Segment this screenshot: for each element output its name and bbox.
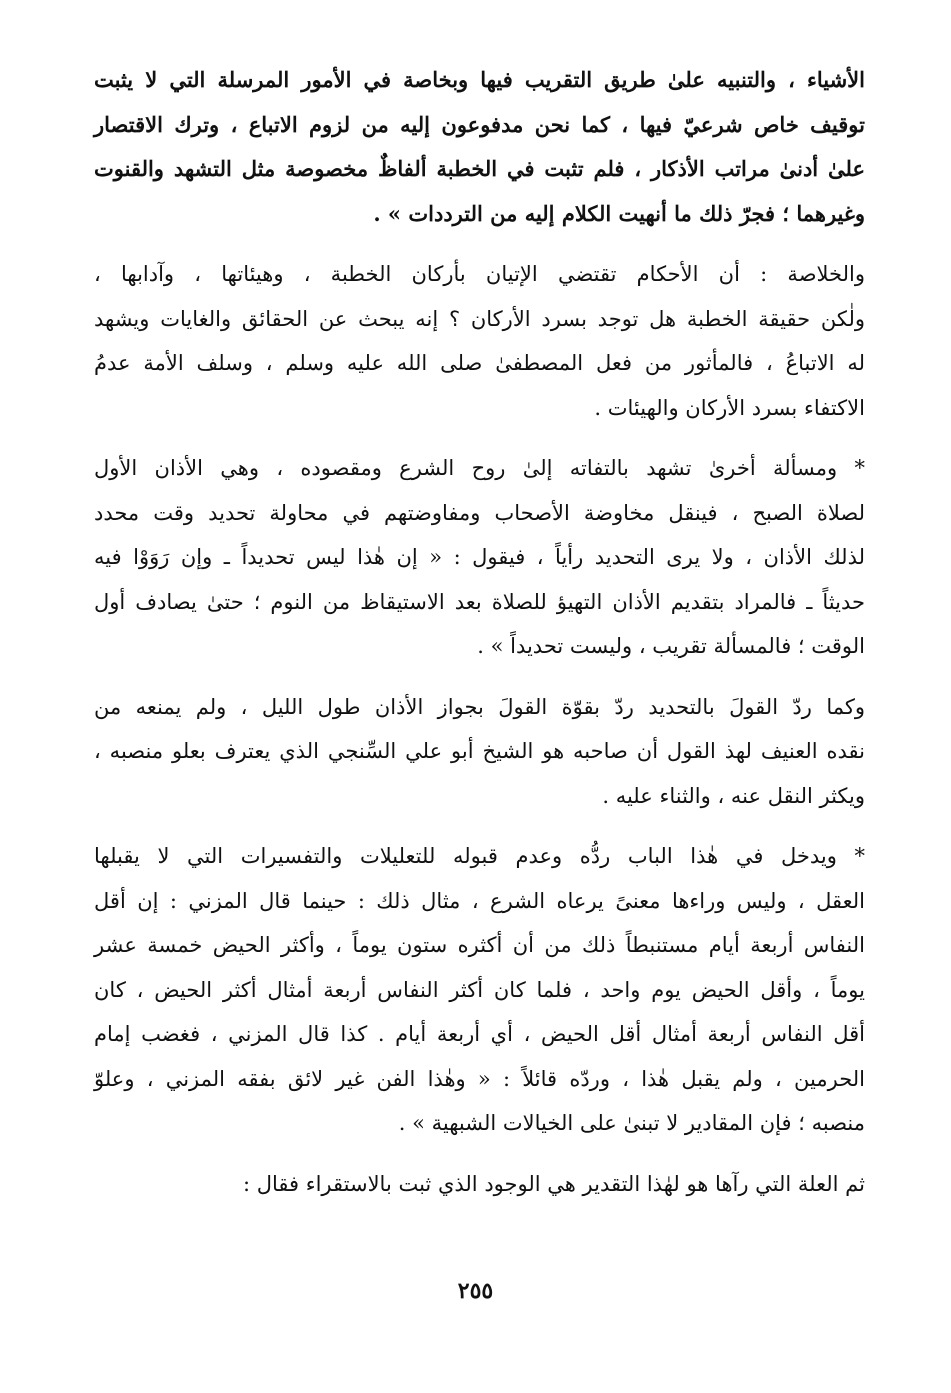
paragraph-1: [94, 58, 865, 236]
paragraph-6: [94, 1162, 865, 1207]
paragraph-4: [94, 685, 865, 819]
text-line: توقيف خاص شرعيّ فيها ، كما نحن مدفوعون إليه من لزوم الاتباع ، وترك الاقتصار: [94, 111, 865, 137]
text-line: * ويدخل في هٰذا الباب ردُّه وعدم قبوله للتعليلات والتفسيرات التي لا يقبلها: [94, 844, 865, 868]
text-line: يوماً ، وأقل الحيض يوم واحد ، فلما كان أكثر النفاس أربعة أمثال أكثر الحيض ، كان: [94, 977, 865, 1002]
text-line: ويكثر النقل عنه ، والثناء عليه .: [602, 783, 865, 808]
text-line: الاكتفاء بسرد الأركان والهيئات .: [594, 395, 865, 420]
text-line: حديثاً ـ فالمراد بتقديم الأذان التهيؤ للصلاة بعد الاستيقاظ من النوم ؛ حتىٰ يصادف أول: [94, 589, 865, 614]
text-line: نقده العنيف لهذ القول أن صاحبه هو الشيخ أبو علي السِّنجي الذي يعترف بعلو منصبه ،: [94, 739, 865, 763]
paragraph-3: [94, 446, 865, 669]
text-line: ولٰكن حقيقة الخطبة هل توجد بسرد الأركان ؟ إنه يبحث عن الحقائق والغايات ويشهد: [94, 306, 865, 331]
text-line: أقل النفاس أربعة أمثال أقل الحيض ، أي أربعة أيام . كذا قال المزني ، فغضب إمام: [94, 1022, 865, 1046]
paragraph-5: [94, 834, 865, 1146]
text-line: علىٰ أدنىٰ مراتب الأذكار ، فلم تثبت في الخطبة ألفاظٌ مخصوصة مثل التشهد والقنوت: [94, 156, 865, 181]
page-number: ٢٥٥: [457, 1278, 494, 1304]
text-line: النفاس أربعة أيام مستنبطاً ذلك من أن أكثره ستون يوماً ، وأكثر الحيض خمسة عشر: [94, 933, 865, 957]
paragraph-2: [94, 252, 865, 430]
text-line: منصبه ؛ فإن المقادير لا تبنىٰ على الخيالات الشبهية » .: [398, 1111, 865, 1135]
text-line: وكما ردّ القولَ بالتحديد ردّ بقوّة القولَ بجواز الأذان طول الليل ، ولم يمنعه من: [94, 694, 865, 719]
text-line: ثم العلة التي رآها هو لهٰذا التقدير هي الوجود الذي ثبت بالاستقراء فقال :: [242, 1171, 865, 1196]
text-line: لصلاة الصبح ، فينقل مخاوضة الأصحاب ومفاوضتهم في محاولة تحديد وقت محدد: [94, 500, 865, 525]
text-line: له الاتباعُ ، فالمأثور من فعل المصطفىٰ صلى الله عليه وسلم ، وسلف الأمة عدمُ: [94, 351, 865, 375]
text-line: الوقت ؛ فالمسألة تقريب ، وليست تحديداً » .: [477, 634, 865, 658]
text-line: الحرمين ، ولم يقبل هٰذا ، وردّه قائلاً : « وهٰذا الفن غير لائق بفقه المزني ، وعلوّ: [94, 1066, 865, 1091]
text-line: العقل ، وليس وراءها معنىً يرعاه الشرع ، مثال ذلك : حينما قال المزني : إن أقل: [94, 888, 865, 913]
text-line: لذلك الأذان ، ولا يرى التحديد رأياً ، فيقول : « إن هٰذا ليس تحديداً ـ وإن رَوَوْا فيه: [94, 545, 865, 569]
text-line: وغيرهما ؛ فجرّ ذلك ما أنهيت الكلام إليه من الترددات » .: [373, 200, 865, 226]
text-line: والخلاصة : أن الأحكام تقتضي الإتيان بأركان الخطبة ، وهيئاتها ، وآدابها ،: [94, 262, 865, 286]
text-line: * ومسألة أخرىٰ تشهد بالتفاته إلىٰ روح الشرع ومقصوده ، وهي الأذان الأول: [94, 456, 865, 480]
text-line: الأشياء ، والتنبيه علىٰ طريق التقريب فيها وبخاصة في الأمور المرسلة التي لا يثبت: [94, 67, 865, 92]
